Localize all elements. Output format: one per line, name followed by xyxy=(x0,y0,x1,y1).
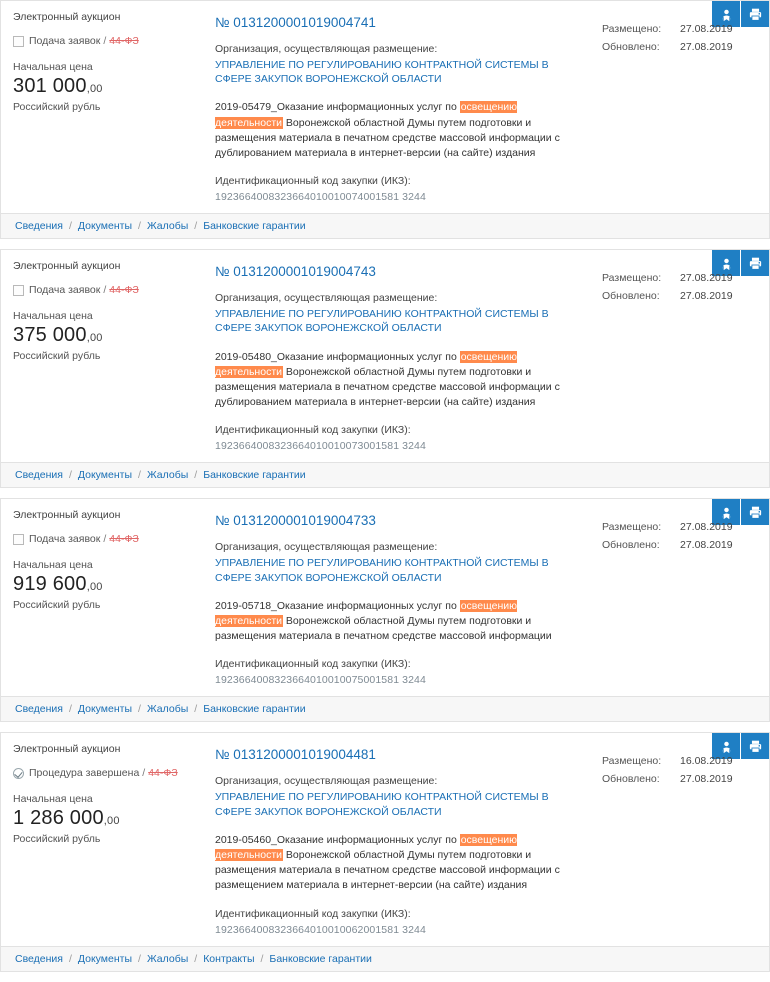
footer-link-dokumenty[interactable]: Документы xyxy=(77,220,133,233)
registry-number-link[interactable]: № 0131200001019004741 xyxy=(215,15,376,30)
organization-name-link[interactable]: УПРАВЛЕНИЕ ПО РЕГУЛИРОВАНИЮ КОНТРАКТНОЙ СИСТЕМЫ В СФЕРЕ ЗАКУПОК ВОРОНЕЖСКОЙ ОБЛАСТИ xyxy=(215,308,549,335)
subject-highlight: освещению деятельности xyxy=(215,599,517,627)
card-details xyxy=(201,250,594,462)
subject-highlight: освещению деятельности xyxy=(215,833,517,861)
footer-link-zhaloby[interactable]: Жалобы xyxy=(146,469,189,482)
posted-label: Размещено: xyxy=(602,272,662,285)
posted-value: 16.08.2019 xyxy=(680,755,733,768)
footer-link-svedeniya[interactable]: Сведения xyxy=(15,952,63,965)
purchase-card xyxy=(0,498,770,722)
updated-label: Обновлено: xyxy=(602,41,660,53)
posted-label: Размещено: xyxy=(602,23,662,35)
subject-post: Воронежской областной Думы путем подготовки и размещения материала в печатном средстве массовой информации с дублированием материала в интернет-версии (на сайте) издания xyxy=(215,365,560,409)
card-dates xyxy=(594,499,769,696)
footer-separator: / xyxy=(194,469,198,482)
registry-number-link[interactable]: № 0131200001019004743 xyxy=(215,264,376,280)
purchase-card xyxy=(0,732,770,971)
price-cents: ,00 xyxy=(86,83,103,95)
organization-name-link[interactable]: УПРАВЛЕНИЕ ПО РЕГУЛИРОВАНИЮ КОНТРАКТНОЙ СИСТЕМЫ В СФЕРЕ ЗАКУПОК ВОРОНЕЖСКОЙ ОБЛАСТИ xyxy=(215,557,549,584)
card-dates xyxy=(594,250,769,462)
updated-row xyxy=(602,773,761,785)
footer-separator: / xyxy=(194,952,198,965)
price-cents: ,00 xyxy=(86,581,103,594)
price-value xyxy=(13,324,189,347)
status-text: Подача заявок xyxy=(29,533,101,546)
updated-label: Обновлено: xyxy=(602,539,660,552)
status-row xyxy=(13,284,189,296)
organization-name-link[interactable]: УПРАВЛЕНИЕ ПО РЕГУЛИРОВАНИЮ КОНТРАКТНОЙ СИСТЕМЫ В СФЕРЕ ЗАКУПОК ВОРОНЕЖСКОЙ ОБЛАСТИ xyxy=(215,791,549,818)
purchase-card xyxy=(0,0,770,239)
price-main: 301 000 xyxy=(13,75,87,97)
footer-link-zhaloby[interactable]: Жалобы xyxy=(146,220,189,233)
ikz-value: 1923664008323664010010062001581 3244 xyxy=(215,923,426,936)
card-summary xyxy=(1,733,201,945)
auction-type: Электронный аукцион xyxy=(13,260,121,273)
check-circle-icon xyxy=(13,768,24,779)
currency-label: Российский рубль xyxy=(13,101,101,113)
footer-link-bankovskie-garantii[interactable]: Банковские гарантии xyxy=(203,469,306,482)
price-label: Начальная цена xyxy=(13,310,93,323)
status-law: 44-ФЗ xyxy=(109,35,139,47)
purchase-card xyxy=(0,249,770,488)
ikz-label: Идентификационный код закупки (ИКЗ): xyxy=(215,175,411,188)
footer-separator: / xyxy=(194,703,198,716)
checkbox-icon xyxy=(13,534,24,545)
price-main: 1 286 000 xyxy=(13,807,104,830)
footer-separator: / xyxy=(138,952,141,965)
posted-row xyxy=(602,521,761,533)
footer-link-svedeniya[interactable]: Сведения xyxy=(15,220,63,233)
card-details xyxy=(201,499,594,696)
status-law: 44-ФЗ xyxy=(148,767,178,780)
subject-post: Воронежской областной Думы путем подготовки и размещения материала в печатном средстве массовой информации xyxy=(215,615,552,643)
updated-row xyxy=(602,41,761,53)
price-cents: ,00 xyxy=(103,815,120,828)
card-footer xyxy=(1,696,769,721)
card-footer xyxy=(1,946,769,971)
footer-separator: / xyxy=(68,220,72,233)
footer-link-bankovskie-garantii[interactable]: Банковские гарантии xyxy=(203,703,306,716)
posted-label: Размещено: xyxy=(602,755,662,768)
ikz-value: 1923664008323664010010075001581 3244 xyxy=(215,674,426,687)
currency-label: Российский рубль xyxy=(13,833,101,846)
currency-label: Российский рубль xyxy=(13,599,101,612)
posted-row xyxy=(602,272,761,284)
posted-row xyxy=(602,755,761,767)
organization-label: Организация, осуществляющая размещение: xyxy=(215,292,438,305)
ikz-label: Идентификационный код закупки (ИКЗ): xyxy=(215,658,411,671)
organization-label: Организация, осуществляющая размещение: xyxy=(215,43,438,55)
organization-name-link[interactable]: УПРАВЛЕНИЕ ПО РЕГУЛИРОВАНИЮ КОНТРАКТНОЙ СИСТЕМЫ В СФЕРЕ ЗАКУПОК ВОРОНЕЖСКОЙ ОБЛАСТИ xyxy=(215,59,549,86)
subject-post: Воронежской областной Думы путем подготовки и размещения материала в печатном средстве массовой информации с дублированием материала в интернет-версии (на сайте) издания xyxy=(215,116,560,159)
card-footer xyxy=(1,213,769,238)
footer-link-dokumenty[interactable]: Документы xyxy=(77,703,133,716)
auction-type: Электронный аукцион xyxy=(13,509,121,522)
subject-pre: 2019-05718_Оказание информационных услуг по xyxy=(215,599,460,612)
subject-highlight: освещению деятельности xyxy=(215,101,517,129)
auction-type: Электронный аукцион xyxy=(13,743,121,756)
checkbox-icon xyxy=(13,285,24,296)
footer-link-zhaloby[interactable]: Жалобы xyxy=(146,952,189,965)
card-summary xyxy=(1,250,201,462)
ikz-label: Идентификационный код закупки (ИКЗ): xyxy=(215,907,411,920)
organization-label: Организация, осуществляющая размещение: xyxy=(215,775,438,788)
status-text: Подача заявок xyxy=(29,284,101,297)
currency-label: Российский рубль xyxy=(13,350,101,363)
ikz-label: Идентификационный код закупки (ИКЗ): xyxy=(215,424,411,437)
price-value xyxy=(13,75,189,98)
price-value xyxy=(13,807,189,830)
updated-value: 27.08.2019 xyxy=(680,539,733,552)
price-cents: ,00 xyxy=(86,332,103,345)
purchase-subject xyxy=(215,599,584,645)
posted-value: 27.08.2019 xyxy=(680,23,733,35)
footer-separator: / xyxy=(260,952,264,965)
status-separator: / xyxy=(103,35,107,47)
footer-separator: / xyxy=(138,469,141,482)
footer-link-kontrakty[interactable]: Контракты xyxy=(203,952,255,965)
purchase-subject xyxy=(215,350,584,411)
status-separator: / xyxy=(142,767,146,780)
updated-label: Обновлено: xyxy=(602,773,660,786)
footer-separator: / xyxy=(138,703,141,716)
ikz-value: 1923664008323664010010073001581 3244 xyxy=(215,440,426,453)
organization-label: Организация, осуществляющая размещение: xyxy=(215,541,438,554)
status-text: Процедура завершена xyxy=(29,767,140,780)
status-law: 44-ФЗ xyxy=(109,533,139,546)
purchase-subject xyxy=(215,833,584,894)
purchase-subject xyxy=(215,100,584,161)
auction-type: Электронный аукцион xyxy=(13,11,121,23)
footer-link-svedeniya[interactable]: Сведения xyxy=(15,469,63,482)
subject-pre: 2019-05479_Оказание информационных услуг по xyxy=(215,101,460,114)
checkbox-icon xyxy=(13,36,24,47)
footer-link-dokumenty[interactable]: Документы xyxy=(77,469,133,482)
price-label: Начальная цена xyxy=(13,793,93,806)
subject-highlight: освещению деятельности xyxy=(215,350,517,378)
subject-post: Воронежской областной Думы путем подготовки и размещения материала в печатном средстве массовой информации с размещением материала в интернет-версии (на сайте) издания xyxy=(215,849,560,892)
status-row xyxy=(13,533,189,545)
status-row xyxy=(13,767,189,779)
subject-pre: 2019-05480_Оказание информационных услуг по xyxy=(215,350,460,363)
subject-pre: 2019-05460_Оказание информационных услуг по xyxy=(215,833,460,846)
price-main: 375 000 xyxy=(13,324,87,347)
footer-link-zhaloby[interactable]: Жалобы xyxy=(146,703,189,716)
updated-value: 27.08.2019 xyxy=(680,290,733,303)
status-text: Подача заявок xyxy=(29,35,101,47)
ikz-value: 1923664008323664010010074001581 3244 xyxy=(215,191,426,204)
card-footer xyxy=(1,462,769,487)
card-dates xyxy=(594,1,769,213)
footer-separator: / xyxy=(68,952,72,965)
card-summary xyxy=(1,1,201,213)
updated-value: 27.08.2019 xyxy=(680,773,733,786)
price-label: Начальная цена xyxy=(13,559,93,572)
posted-label: Размещено: xyxy=(602,521,662,534)
footer-separator: / xyxy=(194,220,198,233)
posted-row xyxy=(602,23,761,35)
card-summary xyxy=(1,499,201,696)
footer-link-bankovskie-garantii[interactable]: Банковские гарантии xyxy=(203,220,306,233)
status-separator: / xyxy=(103,284,107,297)
updated-row xyxy=(602,539,761,551)
card-dates xyxy=(594,733,769,945)
posted-value: 27.08.2019 xyxy=(680,521,733,534)
card-details xyxy=(201,733,594,945)
status-separator: / xyxy=(103,533,107,546)
price-label: Начальная цена xyxy=(13,61,93,73)
updated-label: Обновлено: xyxy=(602,290,660,303)
footer-link-svedeniya[interactable]: Сведения xyxy=(15,703,63,716)
registry-number-link[interactable]: № 0131200001019004481 xyxy=(215,747,376,763)
status-row xyxy=(13,35,189,47)
registry-number-link[interactable]: № 0131200001019004733 xyxy=(215,513,376,529)
posted-value: 27.08.2019 xyxy=(680,272,733,285)
footer-link-dokumenty[interactable]: Документы xyxy=(77,952,133,965)
footer-separator: / xyxy=(68,703,72,716)
price-main: 919 600 xyxy=(13,573,87,596)
price-value xyxy=(13,573,189,596)
card-details xyxy=(201,1,594,213)
footer-link-bankovskie-garantii[interactable]: Банковские гарантии xyxy=(269,952,372,965)
status-law: 44-ФЗ xyxy=(109,284,139,297)
footer-separator: / xyxy=(138,220,141,233)
updated-value: 27.08.2019 xyxy=(680,41,733,53)
footer-separator: / xyxy=(68,469,72,482)
updated-row xyxy=(602,290,761,302)
